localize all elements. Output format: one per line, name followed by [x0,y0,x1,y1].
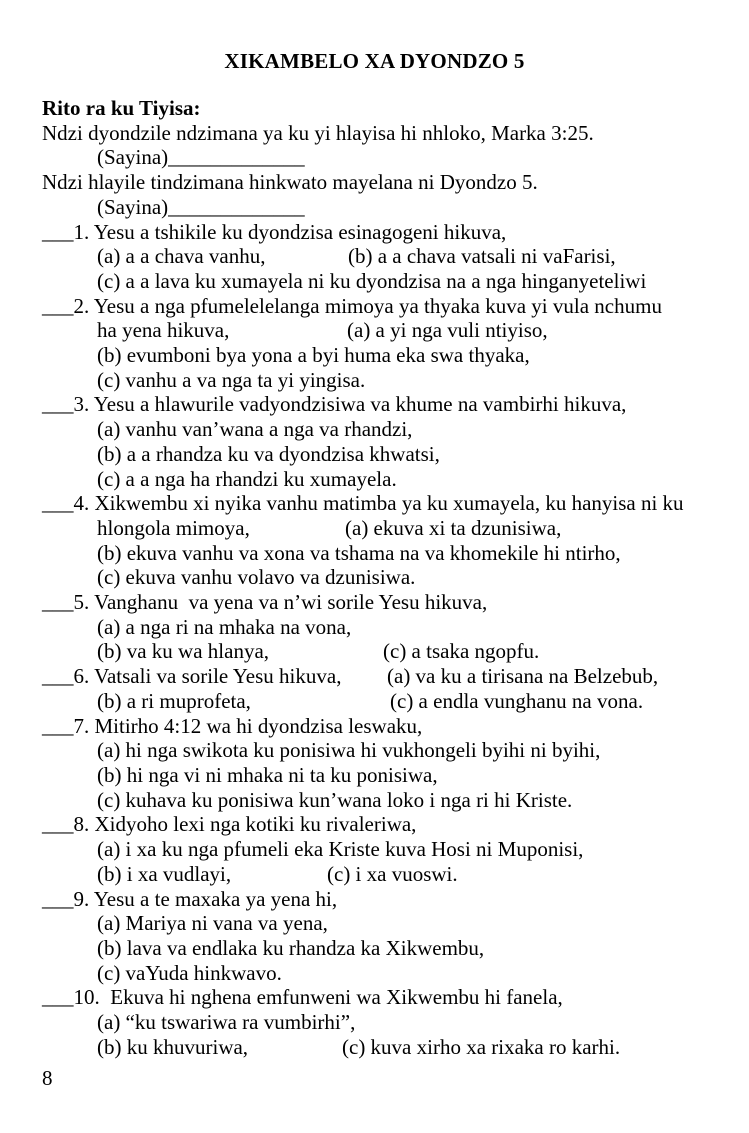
option-line [42,639,742,664]
answer-blank: ___ [42,219,74,244]
option-line [42,615,742,640]
text-text: Ndzi dyondzile ndzimana ya ku yi hlayisa hi nhloko, Marka 3:25. [42,120,594,145]
option-text: (c) vanhu a va nga ta yi yingisa. [97,367,366,392]
question-line [42,491,742,516]
option-text: (b) lava va endlaka ku rhandza ka Xikwembu, [97,935,485,960]
option-line [42,763,742,788]
question-number: 3. [73,392,94,417]
second-column-text: (c) a tsaka ngopfu. [383,639,540,664]
option-line [42,516,742,541]
question-text: Xidyoho lexi nga kotiki ku rivaleriwa, [94,812,417,837]
question-line [42,294,742,319]
question-text: Ekuva hi nghena emfunweni wa Xikwembu hi fanela, [105,985,563,1010]
question-number: 8. [73,812,95,837]
option-line [42,961,742,986]
option-text: (b) hi nga vi ni mhaka ni ta ku ponisiwa, [97,762,438,787]
option-line [42,244,742,269]
option-line [42,1010,742,1035]
question-text: Yesu a nga pfumelelelanga mimoya ya thyaka kuva yi vula nchumu [93,293,662,318]
option-line [42,318,742,343]
option-text: (a) hi nga swikota ku ponisiwa hi vukhongeli byihi ni byihi, [97,738,601,763]
answer-blank: ___ [42,491,74,516]
option-text: (a) Mariya ni vana va yena, [97,911,328,936]
heading-text: Rito ra ku Tiyisa: [42,96,201,120]
question-text: Yesu a tshikile ku dyondzisa esinagogeni hikuva, [93,219,507,244]
option-text: (b) a ri muprofeta, [97,688,251,713]
option-text: (b) evumboni bya yona a byi huma eka swa thyaka, [97,343,530,368]
second-column-text: (c) kuva xirho xa rixaka ro karhi. [342,1034,621,1059]
text-text: Ndzi hlayile tindzimana hinkwato mayelana ni Dyondzo 5. [42,170,538,195]
option-line [42,738,742,763]
page-title: XIKAMBELO XA DYONDZO 5 [224,49,525,73]
question-text: Vanghanu va yena va n’wi sorile Yesu hikuva, [94,590,488,615]
question-number: 10. [73,985,105,1010]
question-line [42,985,742,1010]
question-number: 9. [73,886,94,911]
question-text: Mitirho 4:12 wa hi dyondzisa leswaku, [94,713,423,738]
second-column-text: (c) a endla vunghanu na vona. [390,688,644,713]
option-text: (a) a a chava vanhu, [97,244,266,269]
question-line [42,220,742,245]
option-text: (b) ku khuvuriwa, [97,1034,249,1059]
question-text: Yesu a hlawurile vadyondzisiwa va khume na vambirhi hikuva, [93,392,627,417]
option-text: (b) ekuva vanhu va xona va tshama na va khomekile hi ntirho, [97,540,621,565]
question-number: 4. [73,491,95,516]
question-number: 2. [73,293,94,318]
option-line [42,689,742,714]
option-text: (a) vanhu van’wana a nga va rhandzi, [97,417,413,442]
option-line [42,442,742,467]
option-line [42,541,742,566]
question-line [42,714,742,739]
question-text: Vatsali va sorile Yesu hikuva, [94,664,342,689]
sayina-label: (Sayina) [97,145,169,170]
second-column-text: (c) i xa vuoswi. [327,861,458,886]
answer-blank: ___ [42,392,74,417]
option-text: hlongola mimoya, [97,515,250,540]
question-text: Yesu a te maxaka ya yena hi, [93,886,338,911]
heading-line [42,96,742,121]
option-text: (a) “ku tswariwa ra vumbirhi”, [97,1010,356,1035]
sayina-line [42,195,742,220]
option-text: (b) va ku wa hlanya, [97,639,270,664]
second-column-text: (a) va ku a tirisana na Belzebub, [387,664,659,689]
question-number: 6. [73,664,95,689]
option-text: (b) a a rhandza ku va dyondzisa khwatsi, [97,441,440,466]
second-column-text: (a) a yi nga vuli ntiyiso, [347,318,548,343]
sayina-blank: _____________ [168,145,305,170]
option-line [42,565,742,590]
answer-blank: ___ [42,590,74,615]
option-line [42,936,742,961]
option-text: (c) ekuva vanhu volavo va dzunisiwa. [97,565,416,590]
option-line [42,467,742,492]
page-number: 8 [42,1066,53,1090]
option-line [42,343,742,368]
option-line [42,788,742,813]
question-text: Xikwembu xi nyika vanhu matimba ya ku xumayela, ku hanyisa ni ku [94,491,684,516]
option-text: (c) a a nga ha rhandzi ku xumayela. [97,466,397,491]
second-column-text: (b) a a chava vatsali ni vaFarisi, [348,244,616,269]
option-text: (a) i xa ku nga pfumeli eka Kriste kuva Hosi ni Muponisi, [97,837,584,862]
option-text: (c) kuhava ku ponisiwa kun’wana loko i nga ri hi Kriste. [97,787,573,812]
option-line [42,862,742,887]
second-column-text: (a) ekuva xi ta dzunisiwa, [345,515,562,540]
option-text: (a) a nga ri na mhaka na vona, [97,614,352,639]
question-line [42,392,742,417]
sayina-label: (Sayina) [97,194,169,219]
question-line [42,664,742,689]
question-line [42,887,742,912]
sayina-blank: _____________ [168,194,305,219]
answer-blank: ___ [42,985,74,1010]
option-line [42,1035,742,1060]
option-line [42,269,742,294]
answer-blank: ___ [42,664,74,689]
answer-blank: ___ [42,713,74,738]
option-line [42,837,742,862]
answer-blank: ___ [42,293,74,318]
option-text: ha yena hikuva, [97,318,230,343]
question-line [42,590,742,615]
option-line [42,368,742,393]
quiz-body [42,96,742,1059]
option-text: (b) i xa vudlayi, [97,861,232,886]
sayina-line [42,145,742,170]
text-line [42,170,742,195]
answer-blank: ___ [42,886,74,911]
option-text: (c) a a lava ku xumayela ni ku dyondzisa na a nga hinganyeteliwi [97,268,647,293]
text-line [42,121,742,146]
answer-blank: ___ [42,812,74,837]
question-number: 7. [73,713,95,738]
option-line [42,417,742,442]
question-number: 1. [73,219,94,244]
question-number: 5. [73,590,95,615]
question-line [42,812,742,837]
option-line [42,911,742,936]
option-text: (c) vaYuda hinkwavo. [97,960,282,985]
